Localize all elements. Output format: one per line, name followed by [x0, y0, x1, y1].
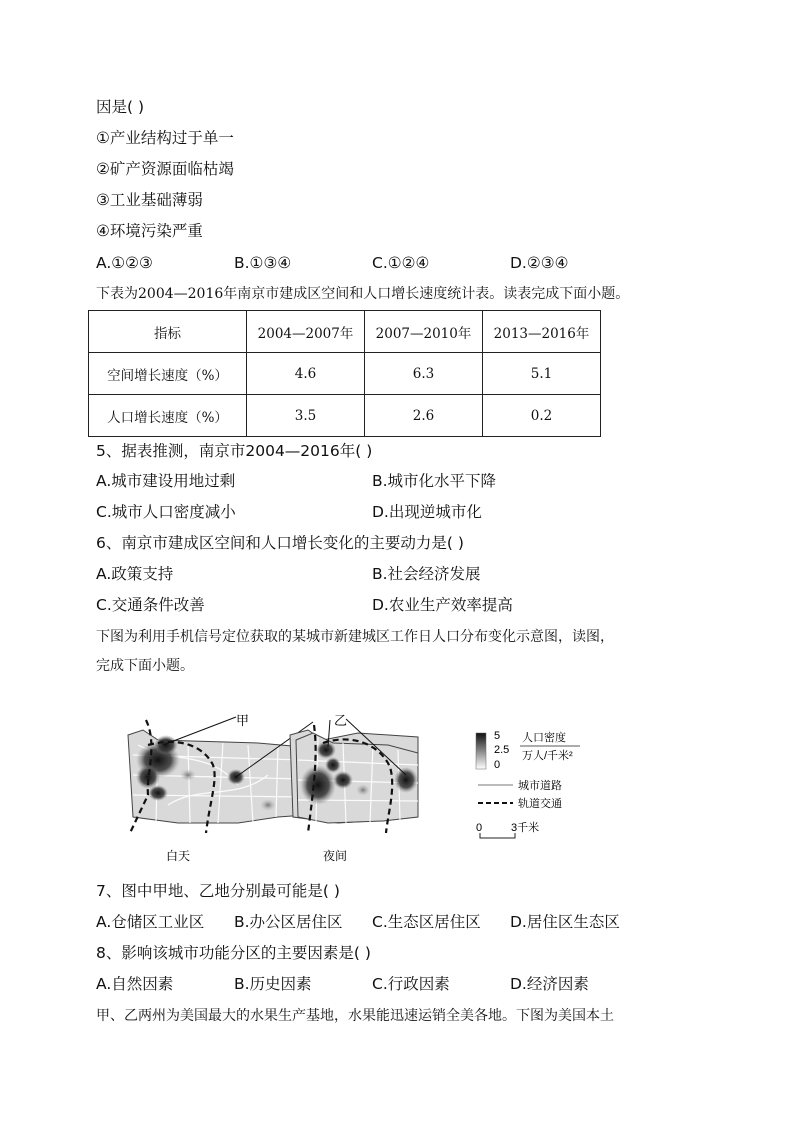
population-distribution-figure — [118, 705, 718, 875]
table-cell: 4.6 — [247, 353, 365, 395]
table-intro: 下表为2004—2016年南京市建成区空间和人口增长速度统计表。读表完成下面小题。 — [96, 286, 630, 302]
legend-rail: 轨道交通 — [518, 798, 562, 810]
q7-stem: 7、图中甲地、乙地分别最可能是( ) — [96, 882, 340, 900]
table-cell: 5.1 — [483, 353, 601, 395]
q4-item-1: ①产业结构过于单一 — [96, 129, 234, 147]
q5-option-a: A.城市建设用地过剩 — [96, 472, 236, 490]
legend-road: 城市道路 — [518, 780, 562, 792]
label-yi: 乙 — [334, 713, 348, 728]
q8-option-c: C.行政因素 — [372, 975, 450, 993]
day-map — [128, 717, 313, 833]
map-legend — [476, 730, 580, 838]
scale-end: 3千米 — [511, 822, 540, 834]
q7-option-a: A.仓储区工业区 — [96, 913, 205, 931]
q4-option-d: D.②③④ — [510, 254, 569, 272]
q4-item-2: ②矿产资源面临枯竭 — [96, 160, 234, 178]
density-gradient-bar — [476, 733, 486, 769]
q8-option-d: D.经济因素 — [510, 975, 589, 993]
q5-option-d: D.出现逆城市化 — [372, 503, 482, 521]
table-cell: 2.6 — [365, 395, 483, 437]
table-cell: 人口增长速度（%） — [89, 395, 247, 437]
q8-option-b: B.历史因素 — [234, 975, 312, 993]
q8-stem: 8、影响该城市功能分区的主要因素是( ) — [96, 944, 371, 962]
table-row — [89, 353, 601, 395]
q6-stem: 6、南京市建成区空间和人口增长变化的主要动力是( ) — [96, 534, 464, 552]
q6-option-d: D.农业生产效率提高 — [372, 596, 513, 614]
table-cell: 0.2 — [483, 395, 601, 437]
q5-stem: 5、据表推测，南京市2004—2016年( ) — [96, 442, 373, 460]
q7-option-d: D.居住区生态区 — [510, 913, 620, 931]
q4-option-b: B.①③④ — [234, 254, 292, 272]
caption-day: 白天 — [166, 849, 191, 863]
q5-option-c: C.城市人口密度减小 — [96, 503, 236, 521]
map-intro-line-2: 完成下面小题。 — [96, 658, 194, 674]
q6-option-a: A.政策支持 — [96, 565, 174, 583]
next-passage-intro: 甲、乙两州为美国最大的水果生产基地，水果能迅速运销全美各地。下图为美国本土 — [96, 1008, 614, 1024]
legend-title: 人口密度 — [522, 732, 566, 744]
table-cell: 空间增长速度（%） — [89, 353, 247, 395]
q6-option-c: C.交通条件改善 — [96, 596, 205, 614]
scale-zero: 0 — [476, 822, 483, 834]
table-header-cell: 指标 — [89, 311, 247, 353]
table-row — [89, 395, 601, 437]
legend-max: 5 — [494, 730, 501, 742]
growth-rate-table — [88, 310, 601, 437]
q8-option-a: A.自然因素 — [96, 975, 174, 993]
table-cell: 6.3 — [365, 353, 483, 395]
legend-unit: 万人/千米² — [522, 750, 573, 762]
table-header-cell: 2007—2010年 — [365, 311, 483, 353]
q7-option-c: C.生态区居住区 — [372, 913, 481, 931]
q4-option-a: A.①②③ — [96, 254, 153, 272]
table-header-cell: 2013—2016年 — [483, 311, 601, 353]
q4-item-3: ③工业基础薄弱 — [96, 191, 203, 209]
q7-option-b: B.办公区居住区 — [234, 913, 343, 931]
scale-bar — [480, 833, 515, 838]
table-header-row — [89, 311, 601, 353]
caption-night: 夜间 — [323, 849, 348, 863]
legend-min: 0 — [494, 759, 501, 771]
table-header-cell: 2004—2007年 — [247, 311, 365, 353]
q4-item-4: ④环境污染严重 — [96, 222, 203, 240]
q4-stem-tail: 因是( ) — [96, 98, 145, 116]
q6-option-b: B.社会经济发展 — [372, 565, 481, 583]
label-jia: 甲 — [236, 713, 250, 728]
population-map-svg — [118, 705, 718, 875]
map-intro-line-1: 下图为利用手机信号定位获取的某城市新建城区工作日人口分布变化示意图，读图， — [96, 629, 614, 645]
q5-option-b: B.城市化水平下降 — [372, 472, 497, 490]
table-cell: 3.5 — [247, 395, 365, 437]
legend-mid: 2.5 — [494, 744, 510, 756]
q4-option-c: C.①②④ — [372, 254, 430, 272]
